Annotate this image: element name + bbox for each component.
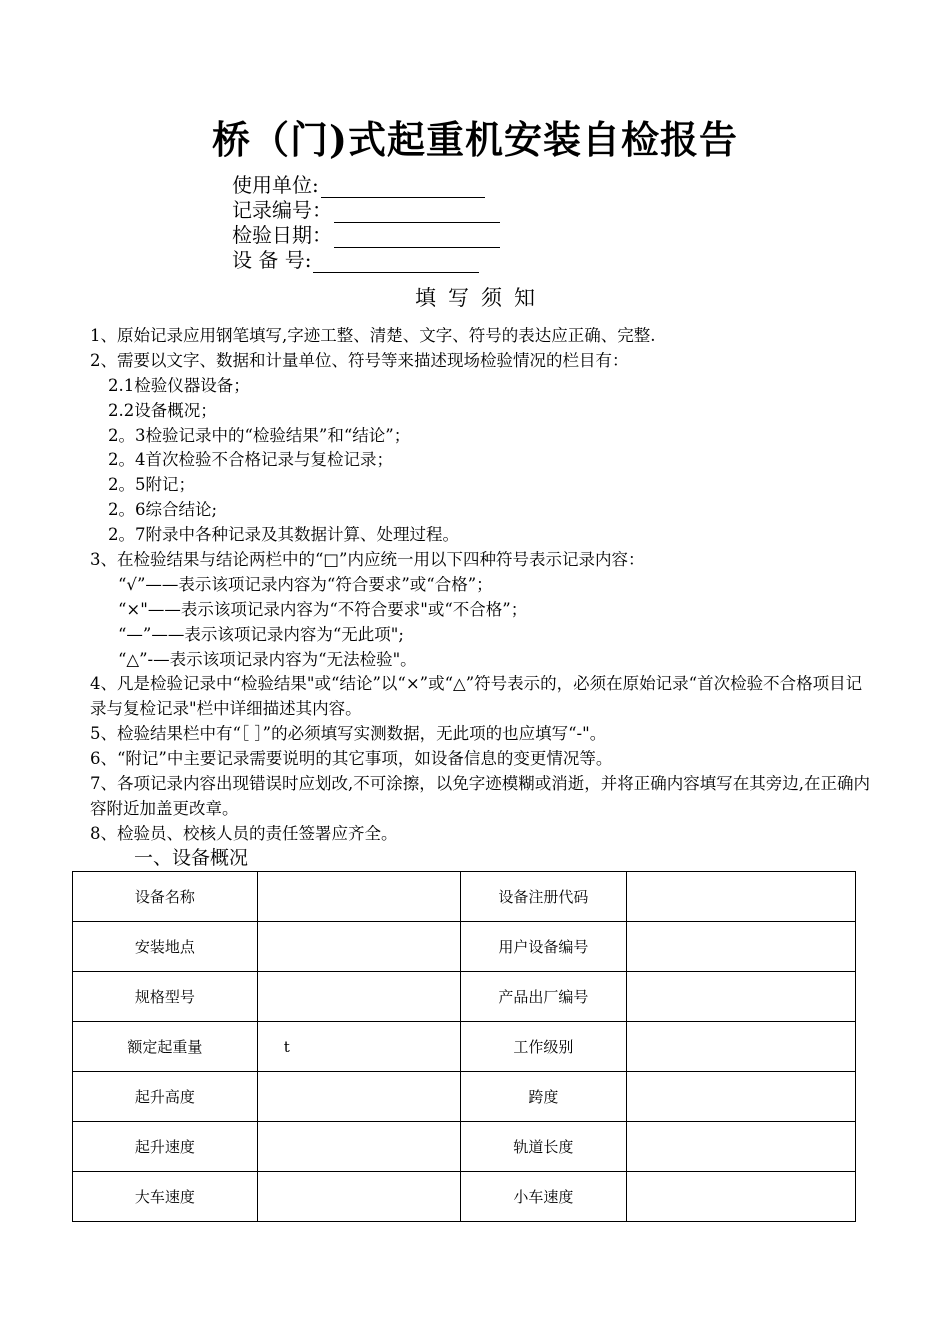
cell-label: 大车速度: [73, 1172, 258, 1222]
cell-label: 起升速度: [73, 1122, 258, 1172]
rule-2-1: 2.1检验仪器设备；: [108, 375, 250, 395]
cell-value[interactable]: [627, 1172, 856, 1222]
cell-value[interactable]: [257, 872, 460, 922]
table-row: [73, 972, 856, 1022]
report-title: 桥（门)式起重机安装自检报告: [212, 117, 738, 162]
cell-label: 轨道长度: [460, 1122, 627, 1172]
rule-2-2: 2.2设备概况；: [108, 400, 217, 420]
rule-5: 5、检验结果栏中有“［ ］”的必须填写实测数据，无此项的也应填写“-"。: [90, 724, 607, 744]
table-row: [73, 1172, 856, 1222]
rule-2-6: 2。6综合结论;: [108, 500, 218, 520]
meta-blank-unit[interactable]: [321, 179, 485, 198]
cell-value[interactable]: [257, 1072, 460, 1122]
meta-label-date: 检验日期：: [232, 223, 332, 247]
cell-label: 设备注册代码: [460, 872, 627, 922]
meta-row-device-no: [232, 248, 500, 273]
cell-value[interactable]: [627, 872, 856, 922]
cell-label: 跨度: [460, 1072, 627, 1122]
table-row: [73, 922, 856, 972]
rule-3-triangle: “△”-—表示该项记录内容为“无法检验"。: [118, 649, 417, 669]
rules-list: [90, 324, 870, 847]
rule-1: 1、原始记录应用钢笔填写,字迹工整、清楚、文字、符号的表达应正确、完整.: [90, 326, 656, 345]
cell-value[interactable]: t: [257, 1022, 460, 1072]
cell-label: 小车速度: [460, 1172, 627, 1222]
rule-2-7: 2。7附录中各种记录及其数据计算、处理过程。: [108, 525, 459, 545]
rule-2-4: 2。4首次检验不合格记录与复检记录；: [108, 450, 393, 470]
cell-value[interactable]: [627, 1072, 856, 1122]
rule-7: 7、各项记录内容出现错误时应划改,不可涂擦，以免字迹模糊或消逝，并将正确内容填写在其旁边,在正确内容附近加盖更改章。: [90, 774, 870, 818]
meta-blank-date[interactable]: [334, 229, 500, 248]
rule-2: 2、需要以文字、数据和计量单位、符号等来描述现场检验情况的栏目有：: [90, 350, 629, 370]
rule-3-dash: “—”——表示该项记录内容为“无此项";: [118, 624, 404, 644]
cell-value[interactable]: [257, 1122, 460, 1172]
table-row: [73, 1022, 856, 1072]
rule-2-3: 2。3检验记录中的“检验结果”和“结论”；: [108, 425, 411, 445]
meta-label-unit: 使用单位:: [232, 173, 319, 197]
cell-value[interactable]: [627, 972, 856, 1022]
cell-label: 产品出厂编号: [460, 972, 627, 1022]
rule-8: 8、检验员、校核人员的责任签署应齐全。: [90, 823, 398, 843]
cell-label: 设备名称: [73, 872, 258, 922]
cell-label: 用户设备编号: [460, 922, 627, 972]
rule-6: 6、“附记”中主要记录需要说明的其它事项，如设备信息的变更情况等。: [90, 749, 613, 769]
meta-label-record-no: 记录编号：: [232, 198, 332, 222]
table-row: [73, 872, 856, 922]
cell-label: 规格型号: [73, 972, 258, 1022]
meta-label-device-no: 设 备 号:: [232, 248, 312, 272]
rule-3-check: “√”——表示该项记录内容为“符合要求”或“合格”；: [118, 574, 493, 594]
notice-title: 填写须知: [415, 286, 547, 310]
meta-blank-record-no[interactable]: [334, 204, 500, 223]
cell-label: 工作级别: [460, 1022, 627, 1072]
meta-blank-device-no[interactable]: [313, 254, 479, 273]
meta-row-record-no: [232, 198, 500, 223]
rule-3-cross: “×"——表示该项记录内容为“不符合要求"或“不合格”；: [118, 599, 528, 619]
equipment-table: [72, 871, 856, 1222]
meta-row-date: [232, 223, 500, 248]
cell-value[interactable]: [627, 922, 856, 972]
section-title-equipment: 一、设备概况: [134, 847, 249, 869]
cell-value[interactable]: [257, 972, 460, 1022]
cell-label: 安装地点: [73, 922, 258, 972]
table-row: [73, 1072, 856, 1122]
rule-3: 3、在检验结果与结论两栏中的“□”内应统一用以下四种符号表示记录内容：: [90, 550, 645, 570]
cell-value[interactable]: [257, 1172, 460, 1222]
report-meta: [232, 173, 500, 273]
meta-row-unit: [232, 173, 500, 198]
cell-value[interactable]: [627, 1022, 856, 1072]
rule-2-5: 2。5附记；: [108, 475, 195, 495]
cell-value[interactable]: [257, 922, 460, 972]
table-row: [73, 1122, 856, 1172]
rule-4: 4、凡是检验记录中“检验结果"或“结论”以“×”或“△”符号表示的，必须在原始记录“首次检验不合格项目记录与复检记录"栏中详细描述其内容。: [90, 674, 863, 719]
cell-label: 额定起重量: [73, 1022, 258, 1072]
cell-value[interactable]: [627, 1122, 856, 1172]
cell-label: 起升高度: [73, 1072, 258, 1122]
